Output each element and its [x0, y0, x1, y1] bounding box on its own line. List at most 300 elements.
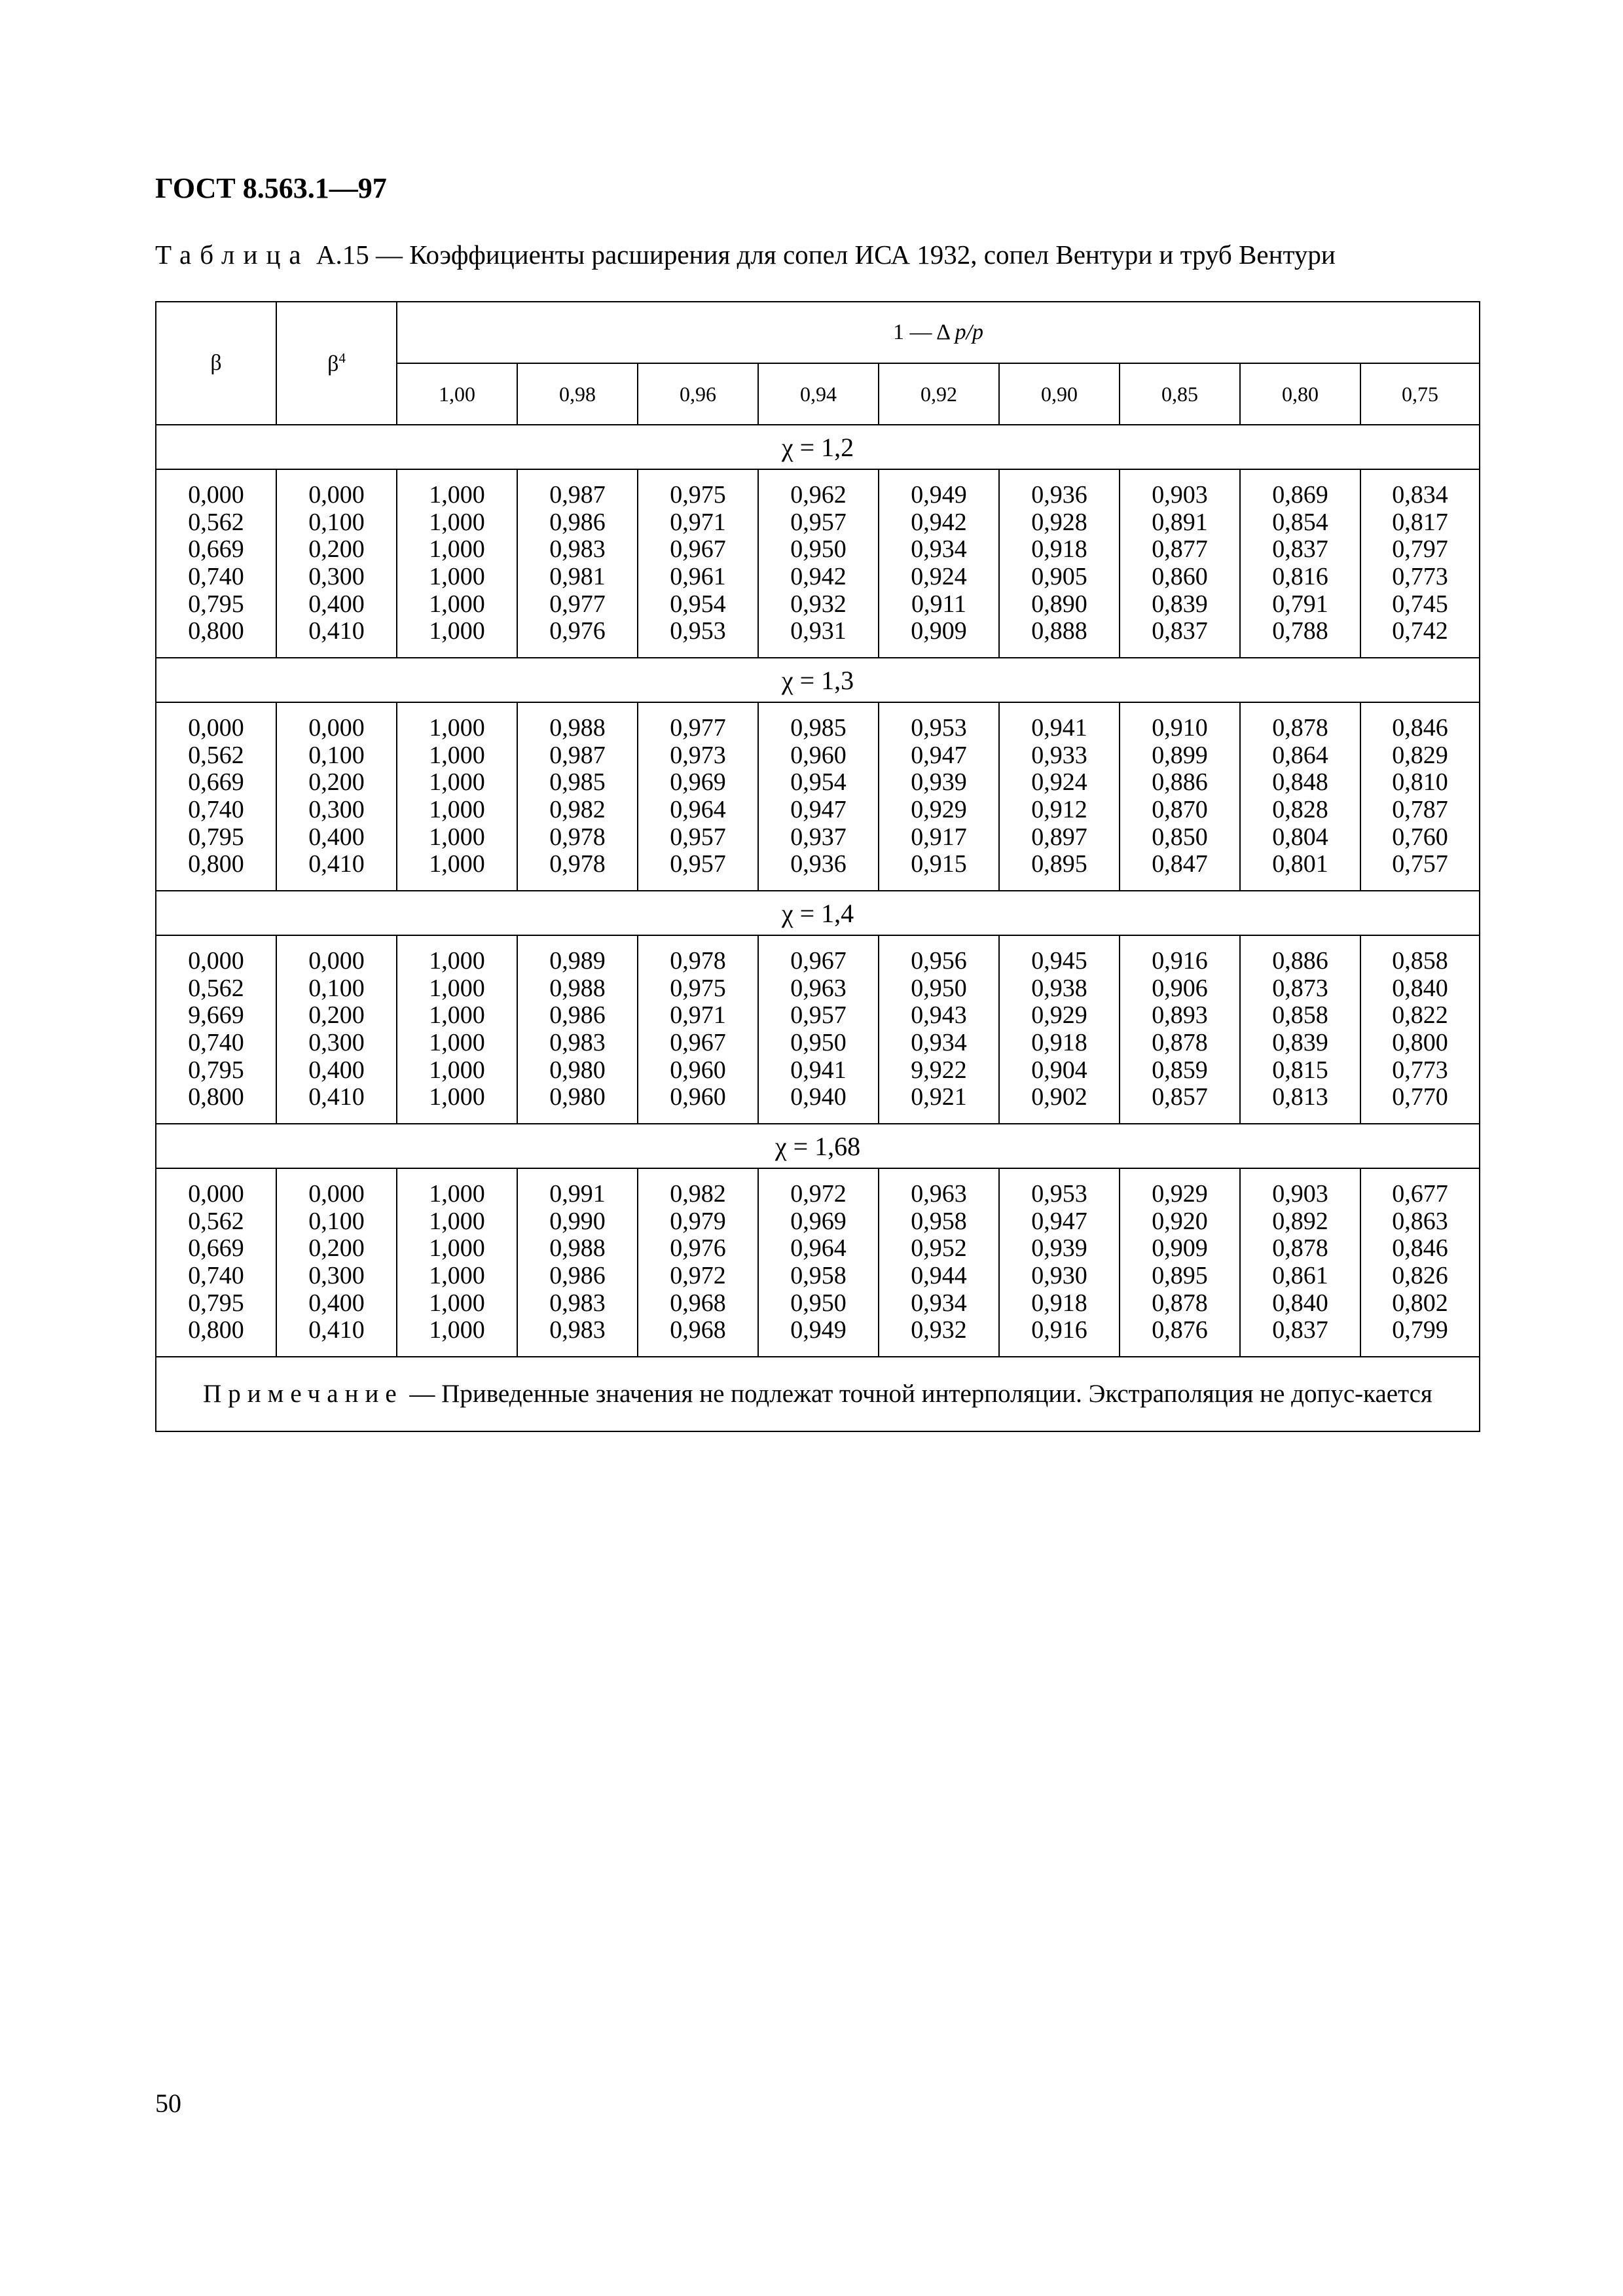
- kappa-group-header: χ = 1,3: [156, 658, 1480, 702]
- table-cell-value: 0,840: [1392, 974, 1448, 1002]
- table-cell-value: 0,740: [188, 1029, 244, 1056]
- table-cell-value: 0,981: [549, 563, 606, 590]
- kappa-group-header: χ = 1,4: [156, 891, 1480, 935]
- table-cell-value: 0,892: [1272, 1207, 1328, 1235]
- table-cell-column: [276, 1168, 397, 1357]
- table-cell-value: 0,982: [670, 1180, 726, 1208]
- table-cell-value: 0,950: [911, 974, 967, 1002]
- table-cell-value: 0,969: [670, 768, 726, 797]
- table-cell-value: 0,840: [1272, 1289, 1328, 1317]
- table-cell-value: 0,924: [911, 563, 967, 590]
- table-caption: [155, 239, 1336, 270]
- table-cell-value: 0,985: [790, 714, 847, 742]
- table-cell-value: 1,000: [429, 508, 485, 536]
- table-cell-value: 1,000: [429, 1289, 485, 1317]
- table-cell-value: 0,950: [790, 1029, 847, 1056]
- table-cell-column: [276, 702, 397, 891]
- table-cell-value: 0,800: [188, 1316, 244, 1344]
- table-cell-column: [1120, 935, 1240, 1124]
- table-cell-column: [517, 1168, 638, 1357]
- table-cell-value: 0,669: [188, 768, 244, 797]
- table-row: [156, 1168, 1480, 1357]
- table-cell-column: [156, 1168, 276, 1357]
- table-cell-value: 0,822: [1392, 1001, 1448, 1030]
- table-cell-value: 0,967: [790, 947, 847, 975]
- header-beta: β: [156, 302, 276, 425]
- table-cell-column: [397, 469, 517, 658]
- table-cell-value: 0,861: [1272, 1262, 1328, 1289]
- table-cell-value: 0,991: [549, 1180, 606, 1208]
- table-cell-value: 0,950: [790, 1289, 847, 1317]
- table-cell-value: 0,873: [1272, 974, 1328, 1002]
- table-cell-value: 0,740: [188, 563, 244, 590]
- table-cell-value: 0,815: [1272, 1056, 1328, 1084]
- table-cell-value: 0,562: [188, 508, 244, 536]
- table-cell-value: 0,938: [1031, 974, 1087, 1002]
- table-cell-value: 0,870: [1152, 796, 1208, 823]
- table-cell-value: 0,800: [188, 617, 244, 645]
- table-cell-value: 0,562: [188, 1207, 244, 1235]
- table-cell-value: 0,200: [308, 1234, 365, 1263]
- table-cell-value: 0,916: [1031, 1316, 1087, 1344]
- table-cell-value: 0,909: [911, 617, 967, 645]
- table-cell-column: [879, 702, 999, 891]
- table-cell-value: 0,911: [911, 590, 967, 618]
- table-cell-column: [758, 469, 879, 658]
- table-cell-value: 0,971: [670, 508, 726, 536]
- table-cell-value: 1,000: [429, 1262, 485, 1289]
- table-cell-value: 0,857: [1152, 1083, 1208, 1111]
- table-cell-value: 0,742: [1392, 617, 1448, 645]
- table-cell-value: 0,957: [790, 508, 847, 536]
- table-cell-value: 0,846: [1392, 714, 1448, 742]
- table-cell-value: 0,986: [549, 1262, 606, 1289]
- table-cell-value: 0,954: [670, 590, 726, 618]
- table-cell-value: 0,891: [1152, 508, 1208, 536]
- table-cell-value: 0,947: [911, 741, 967, 769]
- table-cell-value: 0,930: [1031, 1262, 1087, 1289]
- document-code: ГОСТ 8.563.1—97: [155, 172, 387, 204]
- table-cell-value: 0,886: [1272, 947, 1328, 975]
- table-cell-value: 0,947: [790, 796, 847, 823]
- table-cell-value: 0,941: [790, 1056, 847, 1084]
- table-cell-value: 0,795: [188, 590, 244, 618]
- table-cell-value: 0,950: [790, 535, 847, 564]
- table-cell-value: 0,960: [790, 741, 847, 769]
- table-cell-value: 0,787: [1392, 796, 1448, 823]
- table-cell-value: 0,971: [670, 1001, 726, 1030]
- table-cell-value: 1,000: [429, 1234, 485, 1263]
- table-cell-value: 1,000: [429, 563, 485, 590]
- table-cell-value: 0,000: [188, 947, 244, 975]
- table-cell-value: 0,977: [670, 714, 726, 742]
- table-cell-value: 0,897: [1031, 823, 1087, 851]
- table-cell-value: 1,000: [429, 1207, 485, 1235]
- table-cell-value: 0,975: [670, 974, 726, 1002]
- table-cell-value: 0,934: [911, 1029, 967, 1056]
- header-pressure-column: 1,00: [397, 363, 517, 425]
- table-cell-value: 0,858: [1392, 947, 1448, 975]
- table-cell-value: 0,968: [670, 1289, 726, 1317]
- header-pressure-column: 0,96: [638, 363, 758, 425]
- table-cell-value: 0,986: [549, 508, 606, 536]
- table-cell-value: 0,400: [308, 1056, 365, 1084]
- table-cell-column: [879, 935, 999, 1124]
- table-cell-column: [999, 935, 1120, 1124]
- table-cell-column: [1120, 1168, 1240, 1357]
- table-cell-value: 0,846: [1392, 1234, 1448, 1263]
- table-cell-value: 0,918: [1031, 1289, 1087, 1317]
- table-cell-value: 0,920: [1152, 1207, 1208, 1235]
- table-cell-column: [638, 469, 758, 658]
- table-cell-value: 0,967: [670, 1029, 726, 1056]
- table-cell-value: 0,799: [1392, 1316, 1448, 1344]
- table-cell-value: 0,795: [188, 823, 244, 851]
- table-cell-value: 0,975: [670, 481, 726, 509]
- table-cell-column: [1360, 1168, 1480, 1357]
- table-cell-value: 0,988: [549, 974, 606, 1002]
- table-cell-value: 0,988: [549, 1234, 606, 1263]
- table-cell-value: 9,669: [188, 1001, 244, 1030]
- table-cell-value: 0,962: [790, 481, 847, 509]
- table-cell-value: 0,669: [188, 1234, 244, 1263]
- table-cell-value: 0,863: [1392, 1207, 1448, 1235]
- table-cell-column: [638, 702, 758, 891]
- table-cell-column: [276, 469, 397, 658]
- table-cell-value: 0,877: [1152, 535, 1208, 564]
- table-cell-column: [758, 1168, 879, 1357]
- table-cell-value: 0,300: [308, 1029, 365, 1056]
- table-cell-value: 0,859: [1152, 1056, 1208, 1084]
- table-cell-value: 0,936: [1031, 481, 1087, 509]
- table-cell-value: 0,921: [911, 1083, 967, 1111]
- table-cell-column: [879, 1168, 999, 1357]
- header-pressure-column: 0,90: [999, 363, 1120, 425]
- table-cell-value: 0,802: [1392, 1289, 1448, 1317]
- header-pressure-column: 0,94: [758, 363, 879, 425]
- table-cell-column: [879, 469, 999, 658]
- table-cell-value: 1,000: [429, 1180, 485, 1208]
- table-cell-value: 0,928: [1031, 508, 1087, 536]
- table-cell-column: [156, 702, 276, 891]
- table-cell-value: 0,854: [1272, 508, 1328, 536]
- table-cell-value: 0,773: [1392, 563, 1448, 590]
- table-cell-value: 0,903: [1152, 481, 1208, 509]
- table-cell-value: 0,986: [549, 1001, 606, 1030]
- table-cell-value: 0,958: [911, 1207, 967, 1235]
- table-row: [156, 469, 1480, 658]
- table-cell-value: 0,850: [1152, 823, 1208, 851]
- table-cell-column: [638, 1168, 758, 1357]
- table-cell-value: 0,813: [1272, 1083, 1328, 1111]
- table-cell-value: 0,902: [1031, 1083, 1087, 1111]
- table-cell-value: 0,864: [1272, 741, 1328, 769]
- table-cell-value: 0,976: [549, 617, 606, 645]
- table-cell-value: 0,410: [308, 850, 365, 878]
- table-cell-value: 0,915: [911, 850, 967, 878]
- header-pressure-column: 0,85: [1120, 363, 1240, 425]
- table-cell-value: 0,953: [1031, 1180, 1087, 1208]
- table-cell-value: 0,904: [1031, 1056, 1087, 1084]
- table-cell-value: 0,000: [188, 1180, 244, 1208]
- table-cell-value: 0,200: [308, 535, 365, 564]
- table-cell-column: [517, 702, 638, 891]
- table-cell-value: 0,858: [1272, 1001, 1328, 1030]
- table-cell-value: 0,960: [670, 1056, 726, 1084]
- table-cell-value: 0,801: [1272, 850, 1328, 878]
- table-cell-value: 0,941: [1031, 714, 1087, 742]
- table-cell-value: 0,979: [670, 1207, 726, 1235]
- header-pressure-column: 0,80: [1240, 363, 1360, 425]
- table-cell-value: 0,869: [1272, 481, 1328, 509]
- table-cell-value: 0,899: [1152, 741, 1208, 769]
- table-cell-value: 0,400: [308, 1289, 365, 1317]
- table-cell-value: 0,978: [670, 947, 726, 975]
- table-cell-value: 0,000: [188, 481, 244, 509]
- table-cell-column: [1360, 469, 1480, 658]
- table-cell-column: [397, 935, 517, 1124]
- table-cell-value: 1,000: [429, 741, 485, 769]
- table-cell-value: 0,912: [1031, 796, 1087, 823]
- table-cell-value: 0,788: [1272, 617, 1328, 645]
- table-cell-column: [397, 702, 517, 891]
- table-cell-value: 0,795: [188, 1289, 244, 1317]
- table-cell-value: 0,740: [188, 1262, 244, 1289]
- table-cell-value: 0,942: [790, 563, 847, 590]
- table-cell-value: 1,000: [429, 1056, 485, 1084]
- table-cell-column: [156, 935, 276, 1124]
- table-cell-column: [999, 702, 1120, 891]
- table-cell-value: 0,931: [790, 617, 847, 645]
- table-cell-value: 0,740: [188, 796, 244, 823]
- table-cell-value: 0,929: [911, 796, 967, 823]
- expansion-coefficients-table: [155, 301, 1480, 1432]
- table-cell-value: 0,300: [308, 563, 365, 590]
- table-cell-value: 0,917: [911, 823, 967, 851]
- table-cell-value: 0,817: [1392, 508, 1448, 536]
- table-cell-value: 0,837: [1272, 1316, 1328, 1344]
- table-cell-value: 0,987: [549, 481, 606, 509]
- table-cell-value: 0,895: [1152, 1262, 1208, 1289]
- table-cell-value: 0,973: [670, 741, 726, 769]
- table-cell-value: 0,929: [1152, 1180, 1208, 1208]
- table-cell-value: 0,958: [790, 1262, 847, 1289]
- table-cell-value: 9,922: [911, 1056, 967, 1084]
- table-cell-value: 0,800: [188, 850, 244, 878]
- table-cell-value: 0,300: [308, 796, 365, 823]
- table-cell-value: 0,945: [1031, 947, 1087, 975]
- table-cell-value: 1,000: [429, 1083, 485, 1111]
- table-cell-value: 0,906: [1152, 974, 1208, 1002]
- header-beta4: $\beta^4$: [276, 302, 397, 425]
- table-cell-value: 0,964: [790, 1234, 847, 1263]
- table-row: [156, 702, 1480, 891]
- table-cell-value: 0,828: [1272, 796, 1328, 823]
- table-cell-value: 0,669: [188, 535, 244, 564]
- table-cell-value: 0,400: [308, 823, 365, 851]
- table-cell-value: 0,957: [670, 823, 726, 851]
- table-cell-value: 0,760: [1392, 823, 1448, 851]
- table-cell-value: 0,990: [549, 1207, 606, 1235]
- table-cell-value: 1,000: [429, 1001, 485, 1030]
- table-cell-value: 0,800: [188, 1083, 244, 1111]
- table-cell-value: 0,810: [1392, 768, 1448, 797]
- table-cell-value: 0,878: [1272, 714, 1328, 742]
- table-cell-value: 0,000: [188, 714, 244, 742]
- table-cell-value: 0,957: [790, 1001, 847, 1030]
- note-label: Примечание: [203, 1380, 403, 1408]
- table-cell-value: 0,886: [1152, 768, 1208, 797]
- table-cell-value: 0,562: [188, 741, 244, 769]
- table-cell-value: 0,968: [670, 1316, 726, 1344]
- table-cell-value: 0,745: [1392, 590, 1448, 618]
- table-cell-value: 0,795: [188, 1056, 244, 1084]
- table-cell-value: 0,985: [549, 768, 606, 797]
- table-cell-value: 0,860: [1152, 563, 1208, 590]
- table-cell-value: 0,933: [1031, 741, 1087, 769]
- table-cell-column: [1240, 1168, 1360, 1357]
- table-cell-value: 1,000: [429, 1316, 485, 1344]
- table-cell-column: [1120, 469, 1240, 658]
- table-cell-value: 0,982: [549, 796, 606, 823]
- table-cell-value: 0,100: [308, 741, 365, 769]
- kappa-group-header: χ = 1,2: [156, 425, 1480, 469]
- table-cell-value: 0,000: [308, 481, 365, 509]
- kappa-group-header: χ = 1,68: [156, 1124, 1480, 1168]
- table-cell-value: 0,410: [308, 1083, 365, 1111]
- table-cell-value: 0,000: [308, 1180, 365, 1208]
- table-cell-value: 0,961: [670, 563, 726, 590]
- table-cell-value: 1,000: [429, 1029, 485, 1056]
- table-cell-column: [758, 702, 879, 891]
- table-cell-value: 0,410: [308, 617, 365, 645]
- table-cell-value: 0,200: [308, 1001, 365, 1030]
- table-cell-value: 0,890: [1031, 590, 1087, 618]
- table-cell-value: 1,000: [429, 535, 485, 564]
- table-cell-value: 1,000: [429, 850, 485, 878]
- table-cell-column: [276, 935, 397, 1124]
- table-cell-value: 0,947: [1031, 1207, 1087, 1235]
- table-cell-value: 0,200: [308, 768, 365, 797]
- table-cell-value: 0,929: [1031, 1001, 1087, 1030]
- table-cell-value: 0,837: [1152, 617, 1208, 645]
- table-cell-value: 0,932: [790, 590, 847, 618]
- table-cell-value: 1,000: [429, 796, 485, 823]
- table-cell-value: 0,978: [549, 850, 606, 878]
- table-cell-value: 0,100: [308, 1207, 365, 1235]
- table-cell-value: 1,000: [429, 617, 485, 645]
- table-cell-value: 0,934: [911, 535, 967, 564]
- table-cell-value: 0,410: [308, 1316, 365, 1344]
- table-cell-column: [1120, 702, 1240, 891]
- table-cell-value: 0,400: [308, 590, 365, 618]
- table-cell-value: 0,936: [790, 850, 847, 878]
- table-cell-value: 0,956: [911, 947, 967, 975]
- table-cell-value: 0,100: [308, 508, 365, 536]
- table-cell-value: 0,957: [670, 850, 726, 878]
- table-cell-value: 0,954: [790, 768, 847, 797]
- table-cell-value: 0,943: [911, 1001, 967, 1030]
- header-pressure-ratio: 1 — Δ p/p: [397, 302, 1480, 363]
- table-cell-value: 0,837: [1272, 535, 1328, 564]
- table-cell-value: 0,562: [188, 974, 244, 1002]
- table-cell-value: 0,848: [1272, 768, 1328, 797]
- table-caption-label: Таблица: [155, 240, 310, 270]
- table-cell-value: 0,893: [1152, 1001, 1208, 1030]
- table-cell-value: 0,952: [911, 1234, 967, 1263]
- table-cell-value: 0,983: [549, 1029, 606, 1056]
- table-cell-value: 0,942: [911, 508, 967, 536]
- table-cell-value: 0,918: [1031, 1029, 1087, 1056]
- table-row: [156, 935, 1480, 1124]
- table-cell-value: 0,983: [549, 1316, 606, 1344]
- table-cell-value: 0,804: [1272, 823, 1328, 851]
- table-cell-column: [156, 469, 276, 658]
- table-cell-value: 0,895: [1031, 850, 1087, 878]
- table-cell-value: 0,932: [911, 1316, 967, 1344]
- table-cell-value: 0,987: [549, 741, 606, 769]
- table-cell-value: 0,800: [1392, 1029, 1448, 1056]
- table-cell-value: 0,791: [1272, 590, 1328, 618]
- table-cell-value: 0,903: [1272, 1180, 1328, 1208]
- table-cell-value: 1,000: [429, 481, 485, 509]
- table-cell-column: [1360, 702, 1480, 891]
- table-cell-value: 1,000: [429, 823, 485, 851]
- table-cell-value: 0,773: [1392, 1056, 1448, 1084]
- table-cell-value: 0,980: [549, 1056, 606, 1084]
- table-cell-value: 0,988: [549, 714, 606, 742]
- table-cell-value: 0,797: [1392, 535, 1448, 564]
- table-cell-value: 0,905: [1031, 563, 1087, 590]
- table-cell-value: 0,934: [911, 1289, 967, 1317]
- table-cell-value: 1,000: [429, 590, 485, 618]
- table-cell-value: 0,978: [549, 823, 606, 851]
- table-cell-value: 0,300: [308, 1262, 365, 1289]
- header-pressure-column: 0,98: [517, 363, 638, 425]
- table-cell-value: 0,924: [1031, 768, 1087, 797]
- table-cell-value: 0,980: [549, 1083, 606, 1111]
- table-cell-value: 1,000: [429, 974, 485, 1002]
- table-cell-value: 0,839: [1152, 590, 1208, 618]
- table-cell-value: 1,000: [429, 947, 485, 975]
- table-cell-value: 0,944: [911, 1262, 967, 1289]
- table-cell-value: 0,949: [790, 1316, 847, 1344]
- table-cell-value: 0,949: [911, 481, 967, 509]
- table-cell-value: 1,000: [429, 768, 485, 797]
- table-cell-value: 0,834: [1392, 481, 1448, 509]
- header-pressure-column: 0,75: [1360, 363, 1480, 425]
- table-cell-column: [758, 935, 879, 1124]
- table-cell-value: 0,937: [790, 823, 847, 851]
- table-cell-value: 0,960: [670, 1083, 726, 1111]
- table-cell-value: 0,963: [790, 974, 847, 1002]
- table-cell-value: 0,677: [1392, 1180, 1448, 1208]
- table-cell-column: [1240, 702, 1360, 891]
- table-cell-value: 1,000: [429, 714, 485, 742]
- table-cell-column: [1360, 935, 1480, 1124]
- table-cell-value: 0,953: [911, 714, 967, 742]
- table-cell-column: [1240, 935, 1360, 1124]
- table-cell-value: 0,878: [1272, 1234, 1328, 1263]
- table-cell-value: 0,964: [670, 796, 726, 823]
- note-text: — Приведенные значения не подлежат точной интерполяции. Экстраполяция не допус-кается: [403, 1380, 1432, 1408]
- table-cell-value: 0,918: [1031, 535, 1087, 564]
- table-cell-value: 0,000: [308, 947, 365, 975]
- table-cell-column: [397, 1168, 517, 1357]
- page-number: 50: [155, 2089, 181, 2118]
- table-cell-value: 0,972: [670, 1262, 726, 1289]
- table-cell-value: 0,000: [308, 714, 365, 742]
